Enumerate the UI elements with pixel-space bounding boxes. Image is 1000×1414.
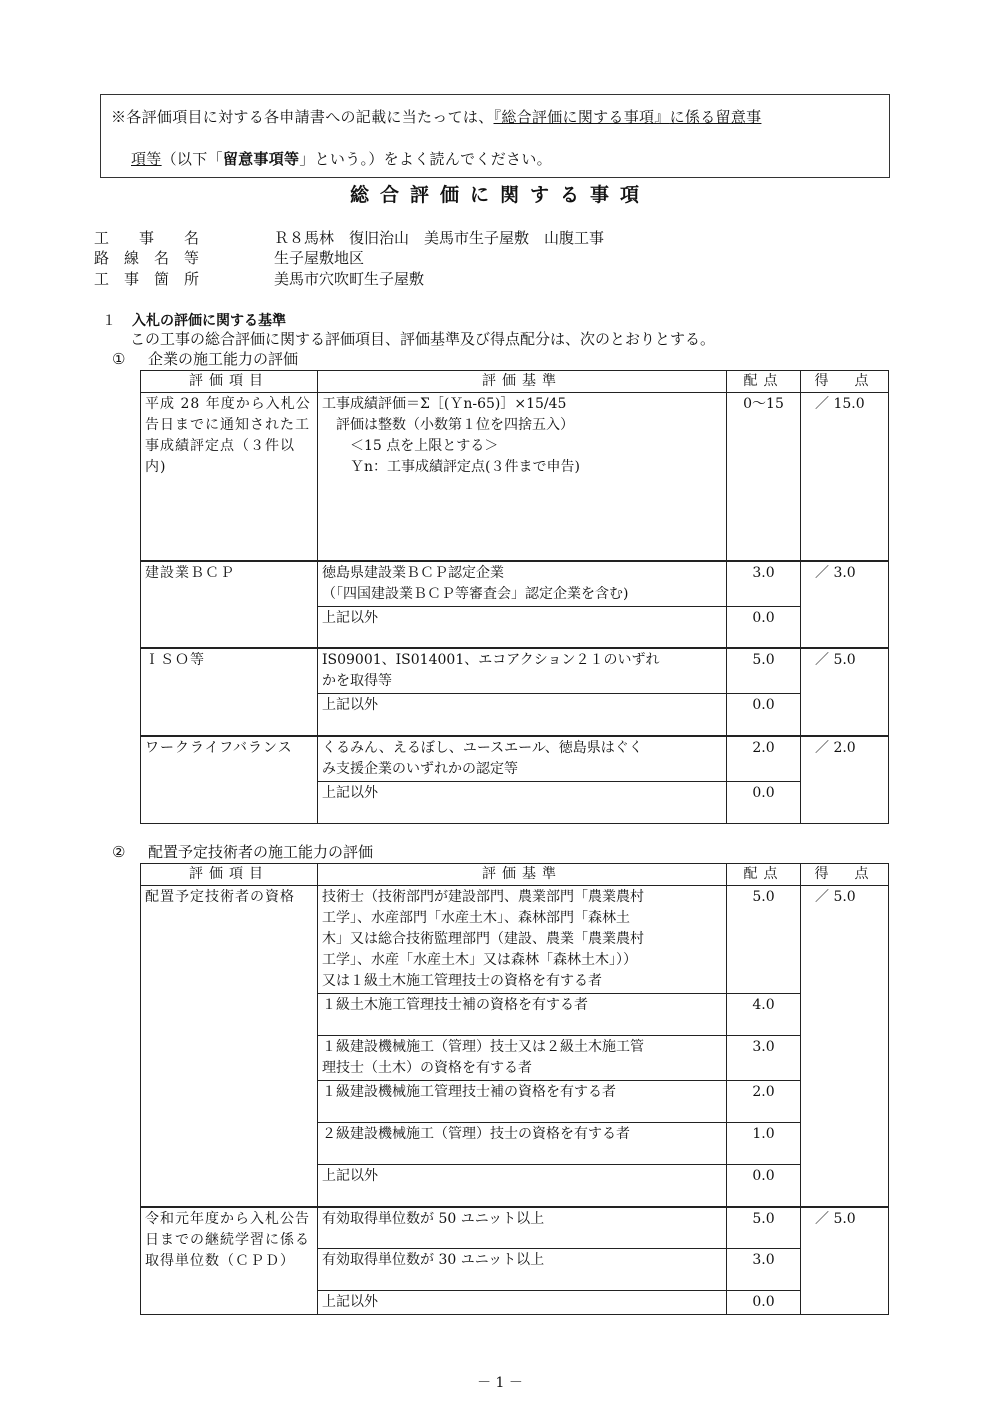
header-criteria: 評価基準 xyxy=(318,864,727,886)
notice-box xyxy=(100,94,890,178)
notice-line-2: 項等（以下「留意事項等」という。）をよく読んでください。 xyxy=(131,150,552,168)
item-performance-rating: 平成 28 年度から入札公告日までに通知された工事成績評定点（３件以内) xyxy=(141,393,318,561)
header-criteria: 評価基準 xyxy=(318,371,727,393)
criteria-cell: 有効取得単位数が 30 ユニット以上 xyxy=(318,1249,727,1291)
points-cell: ／ 3.0 xyxy=(801,561,889,649)
score-cell: 0.0 xyxy=(727,1291,801,1315)
notice-line-1: ※各評価項目に対する各申請書への記載に当たっては、『総合評価に関する事項』に係る留意事 xyxy=(111,108,762,126)
criteria-other: 上記以外 xyxy=(318,606,727,648)
points-cell: ／ 2.0 xyxy=(801,736,889,824)
table-header-row xyxy=(141,371,889,393)
table1-heading: ① 企業の施工能力の評価 xyxy=(112,350,299,368)
table-row xyxy=(141,1207,889,1249)
criteria-cell: 上記以外 xyxy=(318,1165,727,1207)
table-row xyxy=(141,393,889,561)
header-item: 評価項目 xyxy=(141,864,318,886)
page-number: － 1 － xyxy=(477,1375,523,1391)
table-row xyxy=(141,736,889,782)
table-row xyxy=(141,886,889,994)
header-item: 評価項目 xyxy=(141,371,318,393)
company-capability-table xyxy=(140,370,889,824)
score-cell: 4.0 xyxy=(727,994,801,1036)
item-cpd: 令和元年度から入札公告日までの継続学習に係る取得単位数（ＣＰＤ） xyxy=(141,1207,318,1315)
table2-heading: ② 配置予定技術者の施工能力の評価 xyxy=(112,843,374,861)
header-score: 配点 xyxy=(727,371,801,393)
criteria-cell: １級土木施工管理技士補の資格を有する者 xyxy=(318,994,727,1036)
score-cell: 0.0 xyxy=(727,781,801,823)
criteria-cell: くるみん、えるぼし、ユースエール、徳島県はぐく み支援企業のいずれかの認定等 xyxy=(318,736,727,782)
item-bcp: 建設業ＢＣＰ xyxy=(141,561,318,649)
criteria-cell: １級建設機械施工（管理）技士又は２級土木施工管 理技士（土木）の資格を有する者 xyxy=(318,1036,727,1081)
engineer-capability-table xyxy=(140,863,889,1315)
table-header-row xyxy=(141,864,889,886)
score-cell: 0.0 xyxy=(727,1165,801,1207)
notice-doc-ref: 『総合評価に関する事項』 xyxy=(493,108,670,126)
criteria-cell: １級建設機械施工管理技士補の資格を有する者 xyxy=(318,1081,727,1123)
score-cell: 0.0 xyxy=(727,606,801,648)
criteria-cell: ２級建設機械施工（管理）技士の資格を有する者 xyxy=(318,1123,727,1165)
points-cell: ／ 5.0 xyxy=(801,886,889,1207)
criteria-cell: 徳島県建設業ＢＣＰ認定企業 （「四国建設業ＢＣＰ等審査会」認定企業を含む) xyxy=(318,561,727,607)
score-cell: 0～15 xyxy=(727,393,801,561)
header-points: 得 点 xyxy=(801,864,889,886)
score-cell: 5.0 xyxy=(727,1207,801,1249)
info-row-location: 工 事 箇 所 美馬市穴吹町生子屋敷 xyxy=(94,270,425,288)
info-row-name: 工 事 名 Ｒ８馬林 復旧治山 美馬市生子屋敷 山腹工事 xyxy=(94,229,605,247)
page-title: 総合評価に関する事項 xyxy=(349,184,650,206)
info-row-route: 路 線 名 等 生子屋敷地区 xyxy=(94,249,365,267)
criteria-cell: 上記以外 xyxy=(318,1291,727,1315)
score-cell: 5.0 xyxy=(727,648,801,694)
header-points: 得 点 xyxy=(801,371,889,393)
score-cell: 3.0 xyxy=(727,561,801,607)
score-cell: 3.0 xyxy=(727,1249,801,1291)
header-score: 配点 xyxy=(727,864,801,886)
criteria-other: 上記以外 xyxy=(318,781,727,823)
criteria-other: 上記以外 xyxy=(318,694,727,736)
criteria-cell: IS09001、IS014001、エコアクション２１のいずれ かを取得等 xyxy=(318,648,727,694)
points-cell: ／ 5.0 xyxy=(801,648,889,736)
criteria-cell: 工事成績評価＝Σ［(Ｙn-65)］×15/45 評価は整数（小数第１位を四捨五入） ＜15 点を上限とする＞ Ｙn：工事成績評定点(３件まで申告) xyxy=(318,393,727,561)
score-cell: 1.0 xyxy=(727,1123,801,1165)
score-cell: 2.0 xyxy=(727,736,801,782)
section-1-heading: １ 入札の評価に関する基準 xyxy=(102,313,286,329)
criteria-cell: 技術士（技術部門が建設部門、農業部門「農業農村 工学」、水産部門「水産土木」、森林部門「森林土 木」又は総合技術監理部門（建設、農業「農業農村 工学」、水産「水産土木」又は森林「森林土木」）） 又は１級土木施工管理技士の資格を有する者 xyxy=(318,886,727,994)
section-1-intro: この工事の総合評価に関する評価項目、評価基準及び得点配分は、次のとおりとする。 xyxy=(130,330,716,348)
score-cell: 2.0 xyxy=(727,1081,801,1123)
points-cell: ／ 15.0 xyxy=(801,393,889,561)
item-iso: ＩＳＯ等 xyxy=(141,648,318,736)
item-work-life-balance: ワークライフバランス xyxy=(141,736,318,824)
item-engineer-qualification: 配置予定技術者の資格 xyxy=(141,886,318,1207)
table-row xyxy=(141,648,889,694)
score-cell: 0.0 xyxy=(727,694,801,736)
table-row xyxy=(141,561,889,607)
score-cell: 5.0 xyxy=(727,886,801,994)
points-cell: ／ 5.0 xyxy=(801,1207,889,1315)
criteria-cell: 有効取得単位数が 50 ユニット以上 xyxy=(318,1207,727,1249)
score-cell: 3.0 xyxy=(727,1036,801,1081)
